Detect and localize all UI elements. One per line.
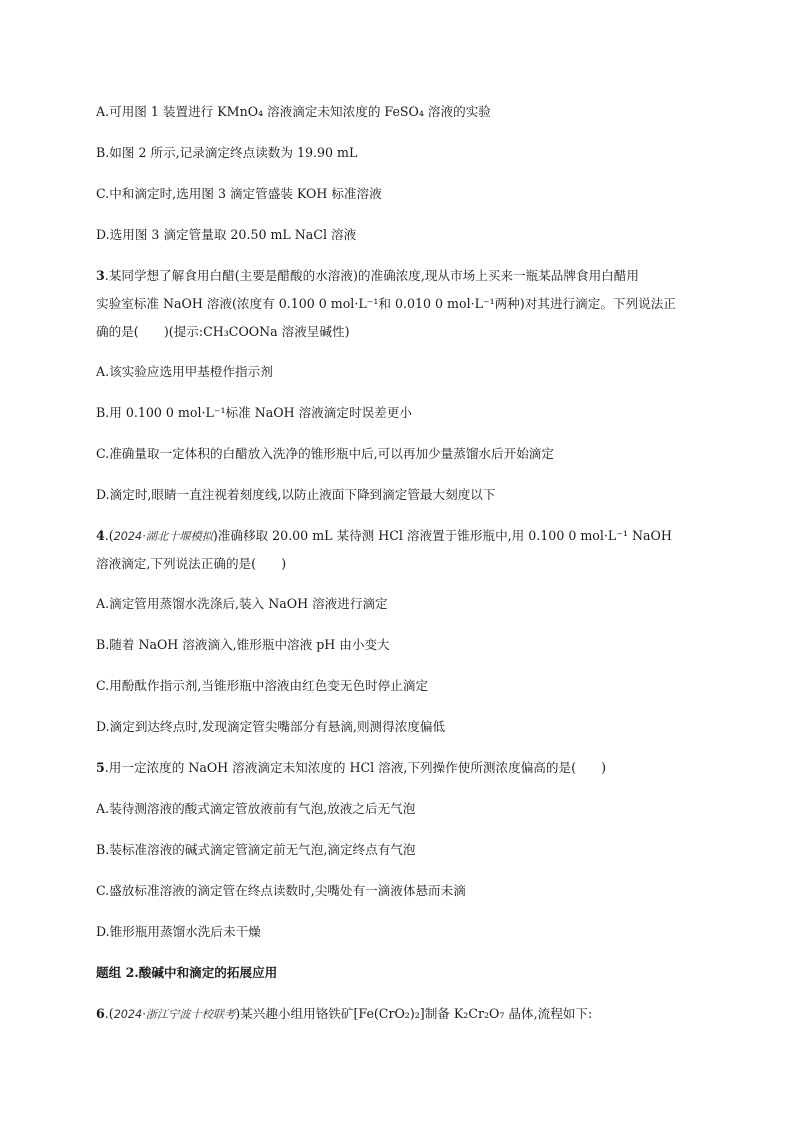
q5-text-1: .用一定浓度的 NaOH 溶液滴定未知浓度的 HCl 溶液,下列操作使所测浓度偏高的是( ): [104, 760, 607, 775]
q5-number: 5: [96, 760, 105, 775]
q4-option-c: C.用酚酞作指示剂,当锥形瓶中溶液由红色变无色时停止滴定: [96, 678, 429, 693]
q4-option-b: B.随着 NaOH 溶液滴入,锥形瓶中溶液 pH 由小变大: [96, 637, 390, 652]
q4-option-a: A.滴定管用蒸馏水洗涤后,装入 NaOH 溶液进行滴定: [96, 596, 388, 611]
q3-text-1: .某同学想了解食用白醋(主要是醋酸的水溶液)的准确浓度,现从市场上买来一瓶某品牌食用白醋用: [104, 268, 639, 283]
q2-option-d: D.选用图 3 滴定管量取 20.50 mL NaCl 溶液: [96, 227, 357, 242]
q5-stem: [96, 760, 606, 776]
q3-stem-line2: 实验室标准 NaOH 溶液(浓度有 0.100 0 mol·L⁻¹和 0.010 0 mol·L⁻¹两种)对其进行滴定。下列说法正: [96, 296, 676, 311]
q6-stem-line1: [96, 1006, 592, 1023]
q6-paren-open: .(: [104, 1006, 114, 1021]
q4-source: 2024·湖北十堰模拟: [113, 530, 213, 543]
q4-stem-line1: [96, 528, 672, 545]
q6-source: 2024·浙江宁波十校联考: [113, 1008, 236, 1021]
q5-option-b: B.装标准溶液的碱式滴定管滴定前无气泡,滴定终点有气泡: [96, 842, 416, 857]
q5-option-a: A.装待测溶液的酸式滴定管放液前有气泡,放液之后无气泡: [96, 801, 416, 816]
q4-text-1: )准确移取 20.00 mL 某待测 HCl 溶液置于锥形瓶中,用 0.100 0 mol·L⁻¹ NaOH: [212, 528, 672, 543]
q4-number: 4: [96, 528, 105, 543]
q3-stem-line3: 确的是( )(提示:CH₃COONa 溶液呈碱性): [96, 324, 350, 339]
q6-text-1: )某兴趣小组用铬铁矿[Fe(CrO₂)₂]制备 K₂Cr₂O₇ 晶体,流程如下:: [235, 1006, 593, 1021]
q3-stem-line1: [96, 268, 639, 284]
q2-option-c: C.中和滴定时,选用图 3 滴定管盛装 KOH 标准溶液: [96, 186, 382, 201]
q5-option-c: C.盛放标准溶液的滴定管在终点读数时,尖嘴处有一滴液体悬而未滴: [96, 883, 466, 898]
q4-option-d: D.滴定到达终点时,发现滴定管尖嘴部分有悬滴,则测得浓度偏低: [96, 719, 446, 734]
group2-heading: 题组 2.酸碱中和滴定的拓展应用: [96, 965, 278, 980]
q5-option-d: D.锥形瓶用蒸馏水洗后未干燥: [96, 924, 261, 939]
q3-option-d: D.滴定时,眼睛一直注视着刻度线,以防止液面下降到滴定管最大刻度以下: [96, 487, 496, 502]
q2-option-b: B.如图 2 所示,记录滴定终点读数为 19.90 mL: [96, 145, 358, 160]
q4-paren-open: .(: [104, 528, 114, 543]
q3-option-a: A.该实验应选用甲基橙作指示剂: [96, 364, 273, 379]
q3-option-c: C.准确量取一定体积的白醋放入洗净的锥形瓶中后,可以再加少量蒸馏水后开始滴定: [96, 446, 554, 461]
q4-stem-line2: 溶液滴定,下列说法正确的是( ): [96, 556, 287, 571]
q3-number: 3: [96, 268, 105, 283]
q3-option-b: B.用 0.100 0 mol·L⁻¹标准 NaOH 溶液滴定时误差更小: [96, 405, 412, 420]
q6-number: 6: [96, 1006, 105, 1021]
q2-option-a: A.可用图 1 装置进行 KMnO₄ 溶液滴定未知浓度的 FeSO₄ 溶液的实验: [96, 104, 491, 119]
